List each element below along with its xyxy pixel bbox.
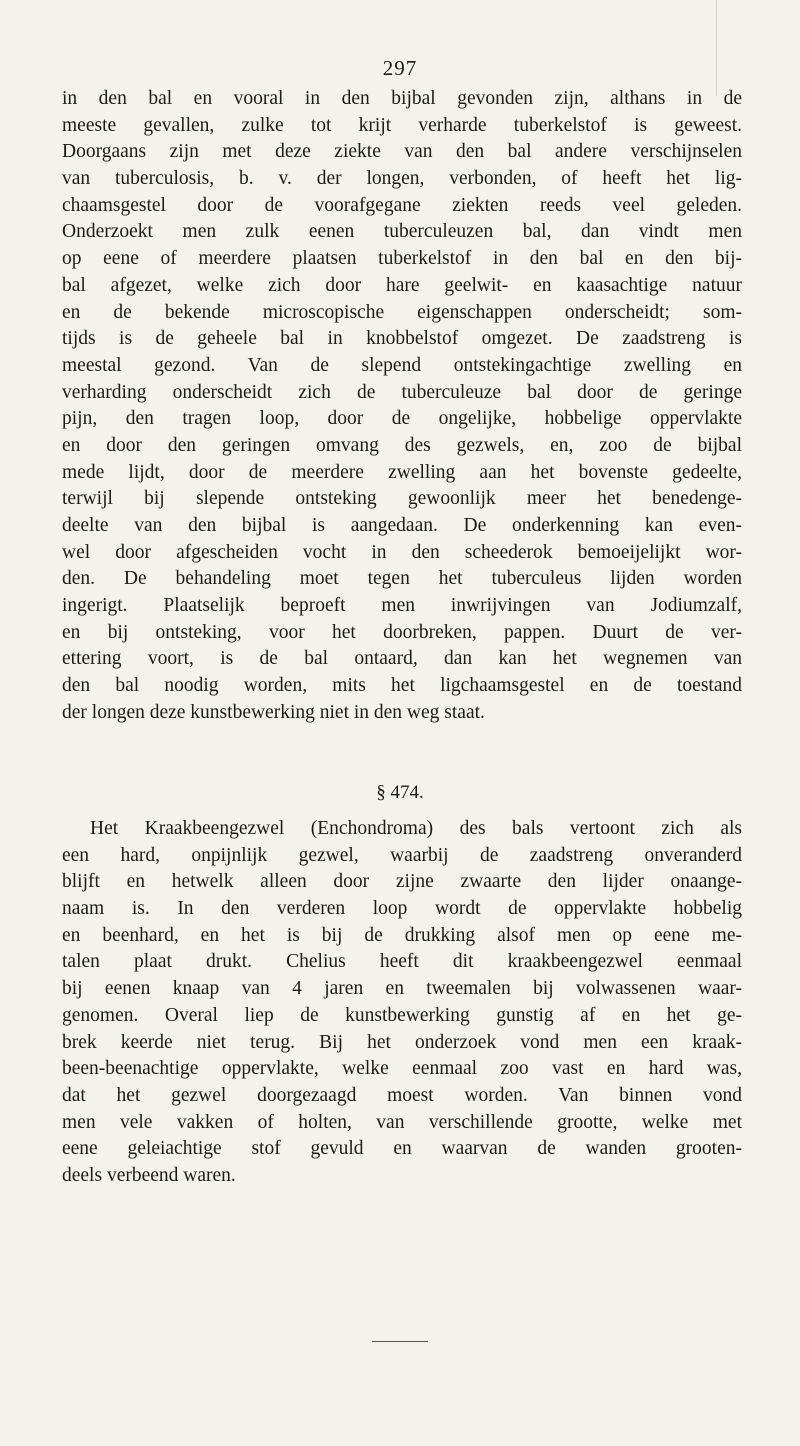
paragraph-tuberculosis xyxy=(62,86,742,727)
text-line: en door den geringen omvang des gezwels, en, zoo de bijbal xyxy=(62,434,742,456)
text-line: blijft en hetwelk alleen door zijne zwaarte den lijder onaange- xyxy=(62,871,742,893)
text-line: wel door afgescheiden vocht in den scheederok bemoeijelijkt wor- xyxy=(62,541,742,563)
text-line: ingerigt. Plaatselijk beproeft men inwrijvingen van Jodiumzalf, xyxy=(62,595,742,617)
text-line: der longen deze kunstbewerking niet in den weg staat. xyxy=(62,701,485,723)
paper-scratch-mark xyxy=(716,0,717,96)
text-line: op eene of meerdere plaatsen tuberkelstof in den bal en den bij- xyxy=(62,248,742,270)
section-number: § 474. xyxy=(376,782,424,803)
text-line: tijds is de geheele bal in knobbelstof omgezet. De zaadstreng is xyxy=(62,328,742,350)
text-line: deelte van den bijbal is aangedaan. De onderkenning kan even- xyxy=(62,515,742,536)
text-line: dat het gezwel doorgezaagd moest worden. Van binnen vond xyxy=(62,1084,742,1106)
text-line: een hard, onpijnlijk gezwel, waarbij de zaadstreng onveranderd xyxy=(62,844,742,866)
text-line: meestal gezond. Van de slepend ontstekingachtige zwelling en xyxy=(62,354,742,376)
page-number: 297 xyxy=(382,56,418,80)
text-line: men vele vakken of holten, van verschillende grootte, welke met xyxy=(62,1111,742,1133)
text-line: Onderzoekt men zulk eenen tuberculeuzen bal, dan vindt men xyxy=(62,221,742,243)
text-line: in den bal en vooral in den bijbal gevonden zijn, althans in de xyxy=(62,88,742,109)
text-line: deels verbeend waren. xyxy=(62,1164,236,1186)
text-line: talen plaat drukt. Chelius heeft dit kraakbeengezwel eenmaal xyxy=(62,951,742,973)
text-line: meeste gevallen, zulke tot krijt verharde tuberkelstof is geweest. xyxy=(62,114,742,136)
text-line: en beenhard, en het is bij de drukking alsof men op eene me- xyxy=(62,924,742,946)
text-line: den bal noodig worden, mits het ligchaamsgestel en de toestand xyxy=(62,675,742,697)
text-line: van tuberculosis, b. v. der longen, verbonden, of heeft het lig- xyxy=(62,168,742,190)
text-line: terwijl bij slepende ontsteking gewoonlijk meer het benedenge- xyxy=(62,488,742,510)
ornament-rule xyxy=(372,1341,428,1342)
end-ornament xyxy=(0,1336,800,1347)
text-line: bal afgezet, welke zich door hare geelwit- en kaasachtige natuur xyxy=(62,274,742,296)
text-line: naam is. In den verderen loop wordt de oppervlakte hobbelig xyxy=(62,898,742,920)
text-line: been-beenachtige oppervlakte, welke eenmaal zoo vast en hard was, xyxy=(62,1058,742,1080)
text-line: en bij ontsteking, voor het doorbreken, pappen. Duurt de ver- xyxy=(62,621,742,643)
text-line: Het Kraakbeengezwel (Enchondroma) des bals vertoont zich als xyxy=(90,818,742,839)
text-line: chaamsgestel door de voorafgegane ziekten reeds veel geleden. xyxy=(62,194,742,216)
text-line: genomen. Overal liep de kunstbewerking gunstig af en het ge- xyxy=(62,1004,742,1026)
paragraph-enchondroma xyxy=(62,816,742,1190)
text-line: eene geleiachtige stof gevuld en waarvan de wanden grooten- xyxy=(62,1138,742,1160)
text-line: bij eenen knaap van 4 jaren en tweemalen bij volwassenen waar- xyxy=(62,978,742,1000)
text-line: ettering voort, is de bal ontaard, dan kan het wegnemen van xyxy=(62,648,742,670)
text-line: brek keerde niet terug. Bij het onderzoek vond men een kraak- xyxy=(62,1031,742,1053)
text-line: en de bekende microscopische eigenschappen onderscheidt; som- xyxy=(62,301,742,323)
text-line: pijn, den tragen loop, door de ongelijke, hobbelige oppervlakte xyxy=(62,408,742,430)
text-line: Doorgaans zijn met deze ziekte van den bal andere verschijnselen xyxy=(62,141,742,163)
text-line: den. De behandeling moet tegen het tuberculeus lijden worden xyxy=(62,568,742,590)
text-line: verharding onderscheidt zich de tuberculeuze bal door de geringe xyxy=(62,381,742,403)
text-line: mede lijdt, door de meerdere zwelling aan het bovenste gedeelte, xyxy=(62,461,742,483)
